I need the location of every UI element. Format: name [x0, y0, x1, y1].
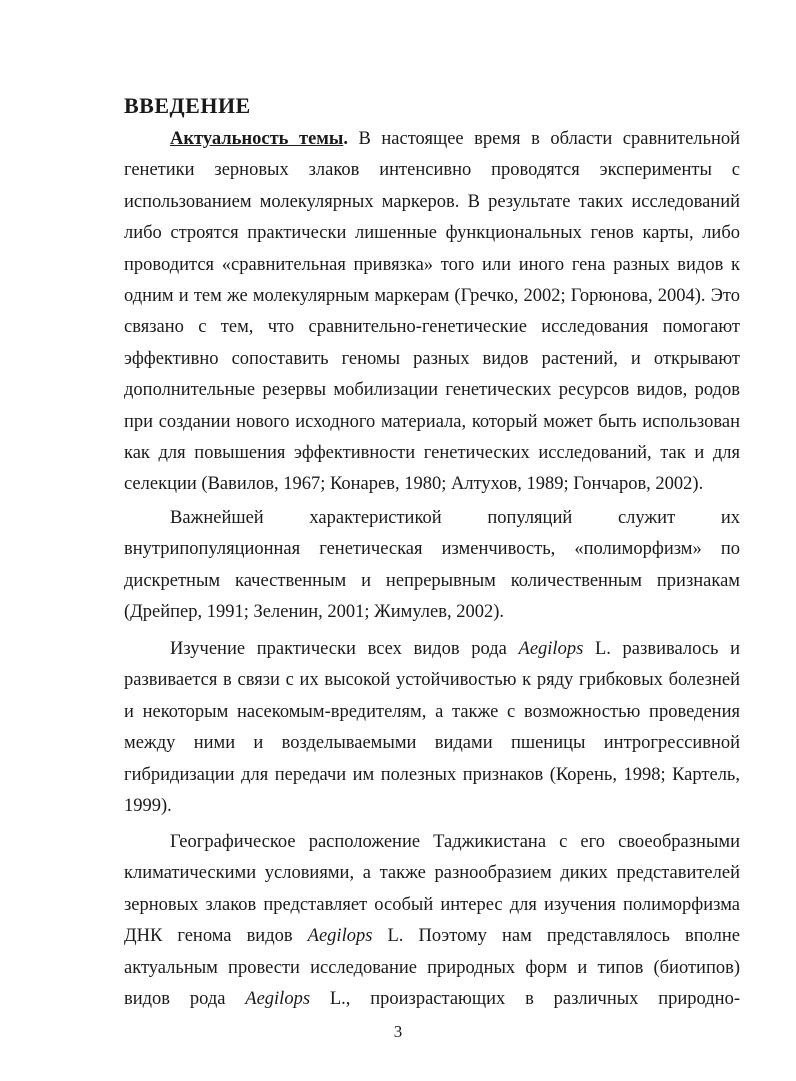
paragraph-aegilops-study: Изучение практически всех видов рода Aegilops L. развивалось и развивается в связи с их высокой устойчивостью к ряду грибковых болезней и некоторым насекомым-вредителям, а также с возможностью проведения между ними и возделываемыми видами пшеницы интрогрессивной гибридизации для передачи им полезных признаков (Корень, 1998; Картель, 1999).: [124, 639, 741, 817]
taxon-name: Aegilops: [518, 639, 584, 659]
paragraph-relevance: Актуальность темы. В настоящее время в области сравнительной генетики зерновых злаков интенсивно проводятся эксперименты с использованием молекулярных маркеров. В результате таких исследований либо строятся практически лишенные функциональных генов карты, либо проводится «сравнительная привязка» того или иного гена разных видов к одним и тем же молекулярным маркерам (Гречко, 2002; Горюнова, 2004). Это связано с тем, что сравнительно-генетические исследования помогают эффективно сопоставить геномы разных видов растений, и открывают дополнительные резервы мобилизации генетических ресурсов видов, родов при создании нового исходного материала, который может быть использован как для повышения эффективности генетических исследований, так и для селекции (Вавилов, 1967; Конарев, 1980; Алтухов, 1989; Гончаров, 2002).: [124, 129, 740, 495]
section-heading: ВВЕДЕНИЕ: [124, 93, 251, 118]
paragraph-tajikistan: Географическое расположение Таджикистана с его своеобразными климатическими условиями, а также разнообразием диких представителей зерновых злаков представляет особый интерес для изучения полиморфизма ДНК генома видов Aegilops L. Поэтому нам представлялось вполне актуальным провести исследование природных форм и типов (биотипов) видов рода Aegilops L., произрастающих в различных природно-: [124, 832, 740, 1010]
paragraph-text: В настоящее время в области сравнительной генетики зерновых злаков интенсивно проводятся эксперименты с использованием молекулярных маркеров. В результате таких исследований либо строятся практически лишенные функциональных генов карты, либо проводится «сравнительная привязка» того или иного гена разных видов к одним и тем же молекулярным маркерам (Гречко, 2002; Горюнова, 2004). Это связано с тем, что сравнительно-генетические исследования помогают эффективно сопоставить геномы разных видов растений, и открывают дополнительные резервы мобилизации генетических ресурсов видов, родов при создании нового исходного материала, который может быть использован как для повышения эффективности генетических исследований, так и для селекции (Вавилов, 1967; Конарев, 1980; Алтухов, 1989; Гончаров, 2002).: [124, 129, 740, 495]
taxon-name: Aegilops: [307, 926, 373, 947]
page-number: 3: [393, 1022, 403, 1041]
taxon-name: Aegilops: [245, 989, 311, 1010]
paragraph-text: Важнейшей характеристикой популяций служит их внутрипопуляционная генетическая изменчивость, «полиморфизм» по дискретным качественным и непрерывным количественным признакам (Дрейпер, 1991; Зеленин, 2001; Жимулев, 2002).: [124, 508, 740, 623]
paragraph-polymorphism: [124, 503, 740, 629]
relevance-label: Актуальность темы: [170, 129, 344, 149]
